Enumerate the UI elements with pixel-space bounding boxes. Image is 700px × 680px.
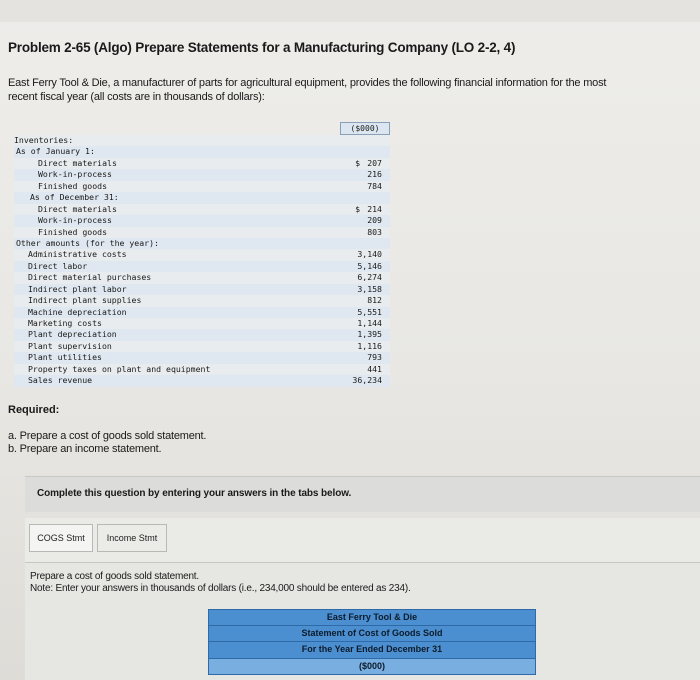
row-value: 784 bbox=[367, 180, 382, 191]
row-label: Administrative costs bbox=[28, 249, 127, 260]
table-row bbox=[14, 307, 390, 318]
table-row bbox=[14, 158, 390, 169]
tab-cogs-stmt[interactable]: COGS Stmt bbox=[29, 524, 93, 552]
row-label: Machine depreciation bbox=[28, 306, 127, 317]
problem-title: Problem 2-65 (Algo) Prepare Statements for a Manufacturing Company (LO 2-2, 4) bbox=[8, 40, 516, 55]
top-strip bbox=[0, 0, 700, 22]
tab-panel-cogs bbox=[25, 562, 700, 680]
row-value: 812 bbox=[367, 295, 382, 306]
table-row bbox=[14, 261, 390, 272]
row-label: Finished goods bbox=[38, 180, 108, 191]
row-label: Work-in-process bbox=[38, 215, 112, 226]
table-row bbox=[14, 364, 390, 375]
row-label: Plant supervision bbox=[28, 340, 112, 351]
currency-symbol: $ bbox=[355, 203, 360, 214]
intro-line-1: East Ferry Tool & Die, a manufacturer of parts for agricultural equipment, provides the following financial information for the most bbox=[8, 77, 607, 89]
currency-symbol: $ bbox=[355, 157, 360, 168]
table-row bbox=[14, 284, 390, 295]
units-header: ($000) bbox=[340, 122, 390, 135]
row-label: Plant utilities bbox=[28, 352, 102, 363]
instruction-banner bbox=[25, 476, 700, 512]
row-value: 3,140 bbox=[357, 249, 382, 260]
row-value: 1,144 bbox=[357, 318, 382, 328]
statement-period: For the Year Ended December 31 bbox=[208, 642, 536, 659]
table-row bbox=[14, 227, 390, 238]
table-row bbox=[14, 192, 390, 203]
row-value: 5,146 bbox=[357, 260, 382, 271]
table-row bbox=[14, 272, 390, 283]
tab-bar bbox=[25, 518, 700, 562]
table-row bbox=[14, 135, 390, 146]
row-label: Direct material purchases bbox=[28, 272, 152, 283]
row-value: 207 bbox=[367, 157, 382, 168]
row-label: Indirect plant labor bbox=[28, 283, 127, 294]
row-label: Work-in-process bbox=[38, 169, 112, 180]
panel-line-1: Prepare a cost of goods sold statement. bbox=[30, 571, 199, 582]
row-label: As of December 31: bbox=[30, 192, 119, 203]
panel-note: Note: Enter your answers in thousands of dollars (i.e., 234,000 should be entered as 234). bbox=[30, 583, 411, 594]
table-row bbox=[14, 295, 390, 306]
table-row bbox=[14, 169, 390, 180]
table-row bbox=[14, 204, 390, 215]
table-row bbox=[14, 329, 390, 340]
row-label: Direct materials bbox=[38, 203, 117, 214]
tab-income-stmt[interactable]: Income Stmt bbox=[97, 524, 167, 552]
row-value: 6,274 bbox=[357, 272, 382, 283]
required-item-b: b. Prepare an income statement. bbox=[8, 443, 162, 455]
row-label: Indirect plant supplies bbox=[28, 295, 142, 306]
required-heading: Required: bbox=[8, 404, 60, 416]
row-label: Sales revenue bbox=[28, 375, 93, 386]
table-row bbox=[14, 341, 390, 352]
row-value: 5,551 bbox=[357, 306, 382, 317]
row-label: Property taxes on plant and equipment bbox=[28, 363, 211, 374]
intro-line-2: recent fiscal year (all costs are in thousands of dollars): bbox=[8, 91, 265, 103]
row-value: 441 bbox=[367, 363, 382, 374]
row-label: As of January 1: bbox=[16, 146, 95, 157]
table-row bbox=[14, 249, 390, 260]
financial-data-table bbox=[14, 122, 390, 387]
row-value: 793 bbox=[367, 352, 382, 363]
row-label: Other amounts (for the year): bbox=[16, 237, 159, 248]
row-value: 3,158 bbox=[357, 283, 382, 294]
row-value: 214 bbox=[367, 203, 382, 214]
row-value: 1,116 bbox=[357, 340, 382, 351]
row-label: Marketing costs bbox=[28, 318, 102, 328]
table-row bbox=[14, 375, 390, 386]
row-value: 209 bbox=[367, 215, 382, 226]
cogs-statement bbox=[208, 609, 536, 675]
table-row bbox=[14, 352, 390, 363]
row-value: 216 bbox=[367, 169, 382, 180]
table-body bbox=[14, 135, 390, 387]
row-value: 803 bbox=[367, 226, 382, 237]
instruction-text: Complete this question by entering your answers in the tabs below. bbox=[37, 488, 352, 499]
required-item-a: a. Prepare a cost of goods sold statement. bbox=[8, 430, 207, 442]
statement-company: East Ferry Tool & Die bbox=[208, 609, 536, 626]
statement-units: ($000) bbox=[208, 659, 536, 676]
table-row bbox=[14, 318, 390, 329]
row-label: Direct materials bbox=[38, 157, 117, 168]
required-list bbox=[8, 430, 206, 456]
row-label: Inventories: bbox=[14, 135, 74, 145]
problem-intro bbox=[8, 76, 700, 104]
row-label: Plant depreciation bbox=[28, 329, 117, 340]
table-row bbox=[14, 146, 390, 157]
row-value: 36,234 bbox=[352, 375, 382, 386]
row-label: Finished goods bbox=[38, 226, 108, 237]
table-row bbox=[14, 181, 390, 192]
table-row bbox=[14, 215, 390, 226]
statement-title: Statement of Cost of Goods Sold bbox=[208, 626, 536, 643]
table-header bbox=[14, 122, 390, 135]
row-value: 1,395 bbox=[357, 329, 382, 340]
row-label: Direct labor bbox=[28, 260, 88, 271]
panel-instructions bbox=[30, 571, 411, 595]
table-row bbox=[14, 238, 390, 249]
